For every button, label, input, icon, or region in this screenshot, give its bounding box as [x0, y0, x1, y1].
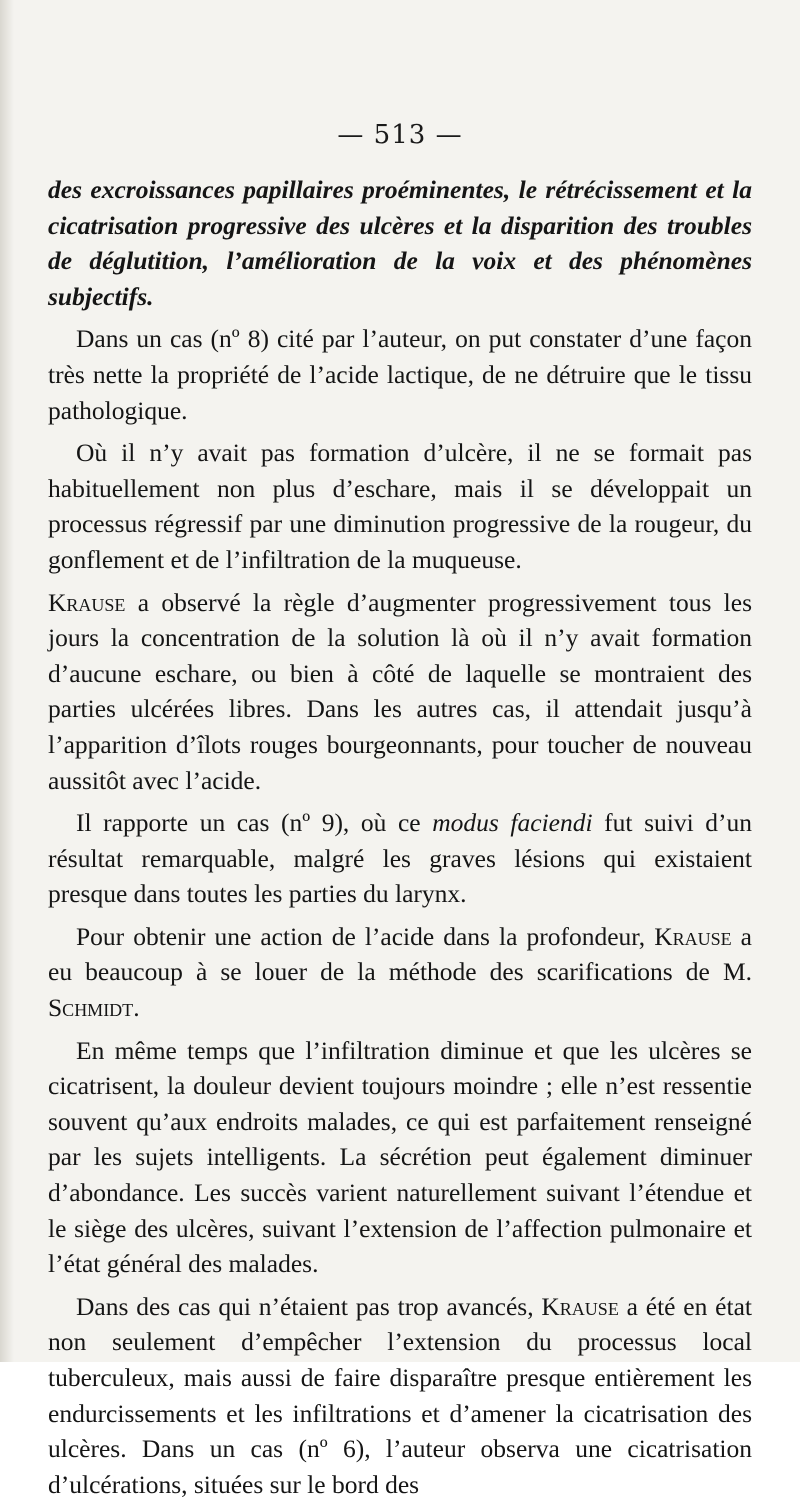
paragraph-text: Pour obtenir une action de l’acide dans la profondeur, — [76, 921, 655, 951]
paragraph — [48, 1289, 752, 1502]
paragraph-text: fut suivi d’un résultat remarquable, malgré les graves lésions qui existaient presque dans toutes les parties du larynx. — [48, 808, 752, 909]
body-text — [48, 172, 752, 1502]
paragraph-continued-italic: des excroissances papillaires proéminentes, le rétrécissement et la cicatrisation progressive des ulcères et la disparition des troubles de déglutition, l’amélioration de la voix et des phénomènes subjectifs. — [48, 175, 752, 311]
person-name: Schmidt — [48, 993, 134, 1023]
latin-phrase: modus faciendi — [432, 808, 593, 838]
author-name: Krause — [654, 921, 732, 951]
paragraph-text: Il rapporte un cas (nº 9), où ce — [76, 808, 433, 838]
paragraph — [48, 919, 752, 1026]
paragraph — [48, 805, 752, 912]
paragraph-text: a été en état non seulement d’empêcher l’extension du processus local tuberculeux, mais aussi de faire disparaître presque entièrement les endurcissements et les infiltrations et d’amener la cicatrisation des ulcères. Dans un cas (nº 6), l’auteur observa une cicatrisation d’ulcérations, situées sur le bord des — [48, 1291, 752, 1499]
author-name: Krause — [48, 587, 126, 617]
paragraph-text: Dans des cas qui n’étaient pas trop avancés, — [76, 1291, 542, 1321]
paragraph-text: a eu beaucoup à se louer de la méthode des scarifications de M. — [48, 921, 752, 987]
page-number: — 513 — — [337, 120, 463, 150]
author-name: Krause — [541, 1291, 619, 1321]
paragraph-text: a observé la règle d’augmenter progressivement tous les jours la concentration de la solution là où il n’y avait formation d’aucune eschare, ou bien à côté de laquelle se montraient des parties ulcérées libres. Dans les autres cas, il attendait jusqu’à l’apparition d’îlots rouges bourgeonnants, pour toucher de nouveau aussitôt avec l’acide. — [48, 587, 752, 795]
paragraph: En même temps que l’infiltration diminue et que les ulcères se cicatrisent, la douleur devient toujours moindre ; elle n’est ressentie souvent qu’aux endroits malades, ce qui est parfaitement renseigné par les sujets intelligents. La sécrétion peut également diminuer d’abondance. Les succès varient naturellement suivant l’étendue et le siège des ulcères, suivant l’extension de l’affection pulmonaire et l’état général des malades. — [48, 1035, 752, 1279]
paragraph: Où il n’y avait pas formation d’ulcère, il ne se formait pas habituellement non plus d’eschare, mais il se développait un processus régressif par une diminution progressive de la rougeur, du gonflement et de l’infiltration de la muqueuse. — [48, 438, 752, 574]
page-edge-shadow — [0, 0, 14, 1362]
paragraph: Dans un cas (nº 8) cité par l’auteur, on put constater d’une façon très nette la propriété de l’acide lactique, de ne détruire que le tissu pathologique. — [48, 324, 752, 425]
paragraph — [48, 585, 752, 799]
paragraph-text: . — [133, 993, 140, 1023]
